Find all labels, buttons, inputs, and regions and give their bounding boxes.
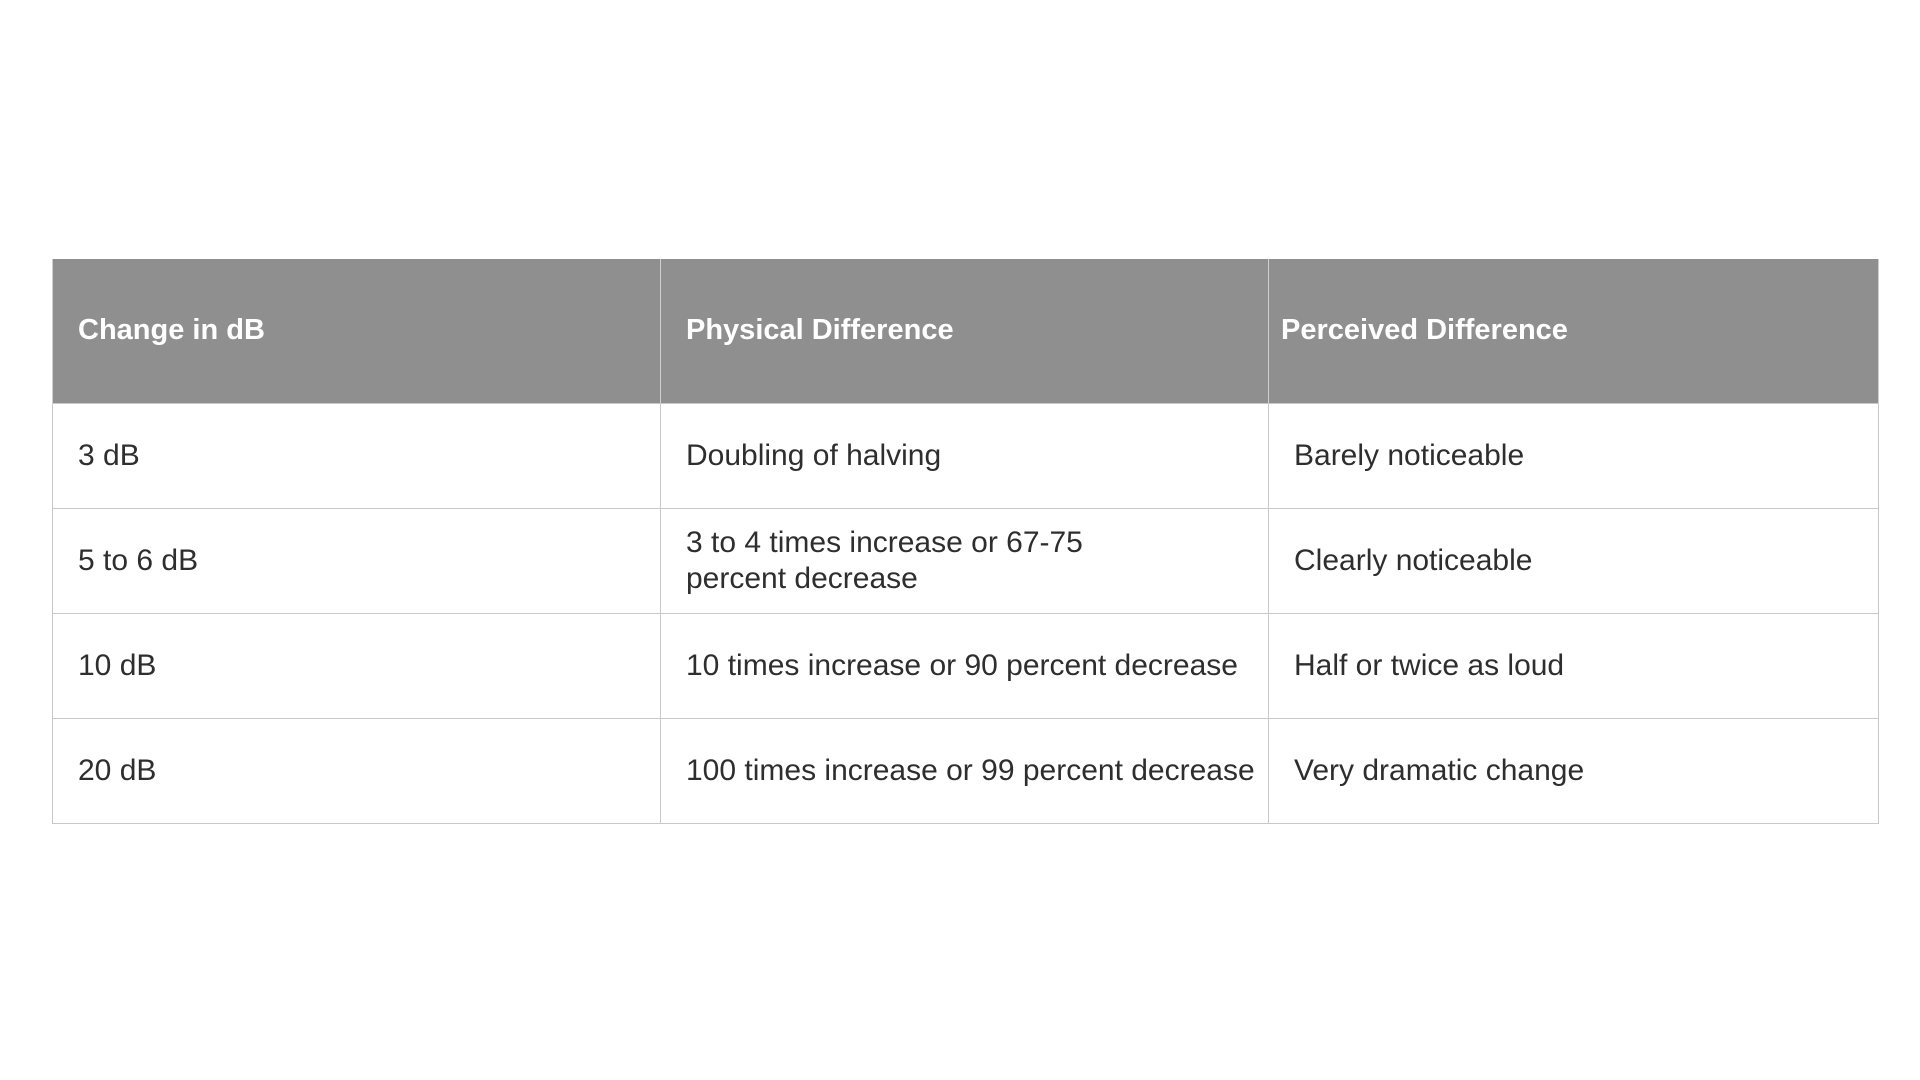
- cell-perceived-difference: Clearly noticeable: [1269, 508, 1879, 613]
- db-comparison-table: [52, 259, 1879, 824]
- table-header: [53, 259, 1879, 403]
- cell-physical-difference: 100 times increase or 99 percent decrease: [661, 718, 1269, 823]
- db-comparison-table-container: [52, 259, 1878, 824]
- cell-perceived-difference: Very dramatic change: [1269, 718, 1879, 823]
- header-change-in-db: Change in dB: [53, 259, 661, 403]
- cell-physical-difference: Doubling of halving: [661, 403, 1269, 508]
- table-row: [53, 718, 1879, 823]
- header-row: [53, 259, 1879, 403]
- cell-perceived-difference: Half or twice as loud: [1269, 613, 1879, 718]
- table-row: [53, 508, 1879, 613]
- table-row: [53, 613, 1879, 718]
- cell-change-in-db: 5 to 6 dB: [53, 508, 661, 613]
- cell-change-in-db: 10 dB: [53, 613, 661, 718]
- cell-physical-difference: 10 times increase or 90 percent decrease: [661, 613, 1269, 718]
- cell-physical-difference: 3 to 4 times increase or 67-75 percent decrease: [661, 508, 1269, 613]
- cell-change-in-db: 3 dB: [53, 403, 661, 508]
- header-perceived-difference: Perceived Difference: [1269, 259, 1879, 403]
- cell-change-in-db: 20 dB: [53, 718, 661, 823]
- cell-perceived-difference: Barely noticeable: [1269, 403, 1879, 508]
- header-physical-difference: Physical Difference: [661, 259, 1269, 403]
- table-body: [53, 403, 1879, 823]
- table-row: [53, 403, 1879, 508]
